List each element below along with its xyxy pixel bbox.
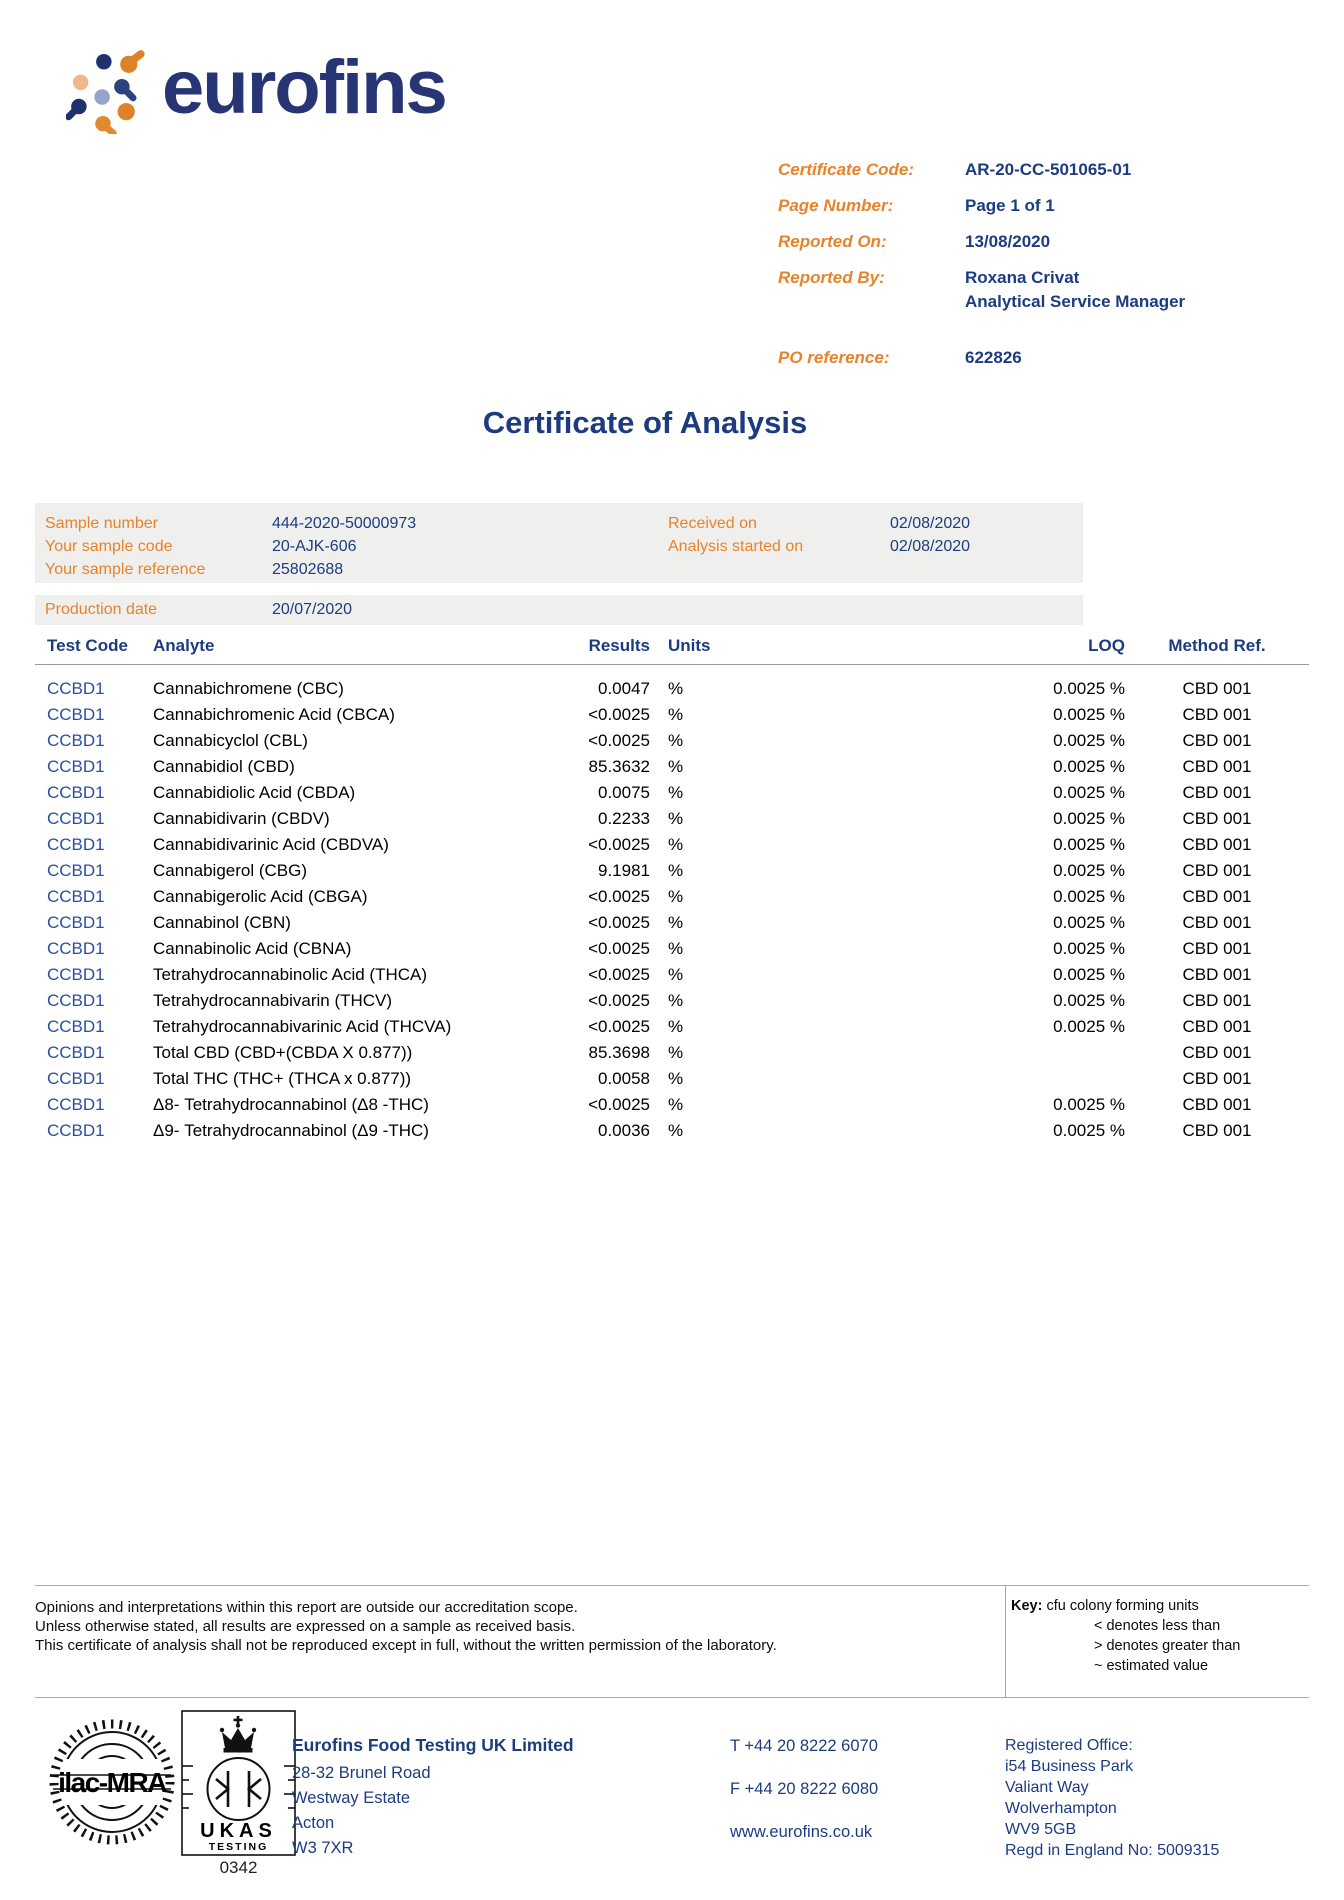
cell-result: 85.3698 [588,1043,650,1062]
ilac-mra-logo [45,1706,180,1863]
cell-analyte: Δ8- Tetrahydrocannabinol (Δ8 -THC) [153,1095,429,1114]
cell-test-code: CCBD1 [47,757,105,776]
cell-units: % [668,783,684,802]
header-loq: LOQ [1088,636,1125,655]
ukas-seal-icon [181,1710,296,1856]
cell-units: % [668,965,684,984]
key-label: Key: [1011,1598,1043,1614]
certificate-code-label: Certificate Code: [778,160,915,179]
table-row [35,858,1309,884]
cell-units: % [668,887,684,906]
header-analyte: Analyte [153,636,215,655]
cell-loq: 0.0025 % [1053,965,1125,984]
cell-result: 0.0058 [598,1069,650,1088]
cell-result: <0.0025 [588,887,650,906]
results-table [35,636,1309,1144]
cell-test-code: CCBD1 [47,835,105,854]
table-row [35,676,1309,702]
disclaimer-line: Opinions and interpretations within this report are outside our accreditation scope. [35,1599,578,1616]
cell-analyte: Total CBD (CBD+(CBDA X 0.877)) [153,1043,413,1062]
received-on-row [668,512,970,535]
registered-office-line: Regd in England No: 5009315 [1005,1842,1220,1859]
cell-test-code: CCBD1 [47,1043,105,1062]
ukas-accreditation-number: 0342 [219,1858,258,1877]
cell-result: 0.2233 [598,809,650,828]
sample-code-value: 20-AJK-606 [272,538,357,555]
cell-test-code: CCBD1 [47,705,105,724]
registered-office-line: WV9 5GB [1005,1821,1077,1838]
cell-loq: 0.0025 % [1053,991,1125,1010]
reported-on-value: 13/08/2020 [965,232,1051,251]
cell-analyte: Tetrahydrocannabinolic Acid (THCA) [153,965,428,984]
address-line: W3 7XR [292,1839,354,1857]
cell-test-code: CCBD1 [47,861,105,880]
cell-method-ref: CBD 001 [1182,783,1252,802]
cell-units: % [668,1043,684,1062]
cell-units: % [668,1069,684,1088]
company-name: Eurofins Food Testing UK Limited [292,1735,574,1755]
cell-units: % [668,731,684,750]
results-table-body [35,676,1309,1144]
results-table-header [35,636,1309,665]
table-row [35,1092,1309,1118]
cell-method-ref: CBD 001 [1182,835,1252,854]
cell-loq: 0.0025 % [1053,705,1125,724]
eurofins-wordmark: eurofins [162,45,446,130]
table-row [35,884,1309,910]
cell-test-code: CCBD1 [47,965,105,984]
company-address [292,1733,574,1861]
disclaimer-line: Unless otherwise stated, all results are expressed on a sample as received basis. [35,1618,576,1635]
meta-row-reported-on [778,232,1308,252]
cell-analyte: Cannabidiolic Acid (CBDA) [153,783,356,802]
table-row [35,988,1309,1014]
telephone: T +44 20 8222 6070 [730,1737,878,1755]
cell-units: % [668,1121,684,1140]
cell-loq: 0.0025 % [1053,731,1125,750]
cell-analyte: Cannabinol (CBN) [153,913,291,932]
reported-by-role: Analytical Service Manager [965,292,1186,311]
svg-text:TESTING: TESTING [208,1841,269,1853]
cell-test-code: CCBD1 [47,1121,105,1140]
table-row [35,1040,1309,1066]
cell-units: % [668,1017,684,1036]
cell-test-code: CCBD1 [47,887,105,906]
cell-method-ref: CBD 001 [1182,1017,1252,1036]
cell-units: % [668,939,684,958]
certificate-code-value: AR-20-CC-501065-01 [965,160,1132,179]
cell-test-code: CCBD1 [47,1017,105,1036]
cell-result: <0.0025 [588,1095,650,1114]
reported-by-name: Roxana Crivat [965,268,1080,287]
header-units: Units [668,636,711,655]
cell-loq: 0.0025 % [1053,809,1125,828]
table-row [35,728,1309,754]
cell-analyte: Total THC (THC+ (THCA x 0.877)) [153,1069,412,1088]
analysis-started-label: Analysis started on [668,538,804,555]
cell-loq: 0.0025 % [1053,913,1125,932]
cell-method-ref: CBD 001 [1182,913,1252,932]
cell-analyte: Cannabicyclol (CBL) [153,731,308,750]
cell-test-code: CCBD1 [47,731,105,750]
registered-office [1005,1735,1219,1861]
cell-method-ref: CBD 001 [1182,679,1252,698]
disclaimer [35,1598,975,1655]
header-method-ref: Method Ref. [1168,636,1266,655]
table-row [35,832,1309,858]
cell-loq [718,1040,1125,1066]
cell-analyte: Tetrahydrocannabivarin (THCV) [153,991,393,1010]
header-results: Results [588,636,650,655]
cell-result: 0.0075 [598,783,650,802]
cell-analyte: Cannabidivarinic Acid (CBDVA) [153,835,389,854]
cell-result: <0.0025 [588,965,650,984]
table-row [35,1014,1309,1040]
cell-method-ref: CBD 001 [1182,1043,1252,1062]
cell-loq: 0.0025 % [1053,1121,1125,1140]
table-row [35,910,1309,936]
cell-result: <0.0025 [588,731,650,750]
cell-test-code: CCBD1 [47,783,105,802]
cell-result: <0.0025 [588,991,650,1010]
cell-test-code: CCBD1 [47,991,105,1010]
cell-loq: 0.0025 % [1053,1017,1125,1036]
sample-dates-column [668,512,970,558]
cell-loq: 0.0025 % [1053,861,1125,880]
reported-on-label: Reported On: [778,232,887,251]
sample-number-label: Sample number [45,515,158,532]
sample-info-block [35,503,1083,583]
table-row [35,780,1309,806]
cell-test-code: CCBD1 [47,1095,105,1114]
table-row [35,936,1309,962]
table-row [35,702,1309,728]
footer-divider [35,1697,1309,1698]
analysis-started-row [668,535,970,558]
header-test-code: Test Code [47,636,128,655]
key-item: ~ estimated value [1094,1658,1209,1674]
cell-method-ref: CBD 001 [1182,965,1252,984]
cell-method-ref: CBD 001 [1182,809,1252,828]
address-line: Acton [292,1814,335,1832]
sample-code-label: Your sample code [45,538,173,555]
cell-units: % [668,1095,684,1114]
cell-units: % [668,679,684,698]
cell-method-ref: CBD 001 [1182,705,1252,724]
cell-units: % [668,913,684,932]
cell-result: 9.1981 [598,861,650,880]
cell-method-ref: CBD 001 [1182,939,1252,958]
report-meta [778,160,1308,384]
cell-method-ref: CBD 001 [1182,1095,1252,1114]
fax: F +44 20 8222 6080 [730,1780,879,1798]
meta-row-page-number [778,196,1308,216]
cell-analyte: Cannabichromene (CBC) [153,679,344,698]
page-number-label: Page Number: [778,196,894,215]
eurofins-logo [66,45,446,134]
received-on-label: Received on [668,515,757,532]
meta-row-reported-by [778,268,1308,316]
cell-units: % [668,991,684,1010]
cell-analyte: Cannabidivarin (CBDV) [153,809,330,828]
registered-office-line: Valiant Way [1005,1779,1089,1796]
sample-reference-row [45,558,1083,581]
sample-reference-value: 25802688 [272,561,344,578]
cell-result: <0.0025 [588,835,650,854]
cell-units: % [668,861,684,880]
reported-by-value [965,268,1185,316]
page-number-value: Page 1 of 1 [965,196,1055,215]
cell-loq: 0.0025 % [1053,679,1125,698]
table-row [35,1066,1309,1092]
page-title: Certificate of Analysis [482,405,808,440]
cell-units: % [668,705,684,724]
key-first-line [1011,1599,1309,1614]
production-date-value: 20/07/2020 [272,601,353,618]
cell-units: % [668,757,684,776]
reported-by-label: Reported By: [778,268,885,287]
key-item: > denotes greater than [1094,1638,1241,1654]
cell-result: 0.0036 [598,1121,650,1140]
registered-office-line: i54 Business Park [1005,1758,1134,1775]
cell-result: <0.0025 [588,705,650,724]
table-row [35,806,1309,832]
cell-analyte: Cannabinolic Acid (CBNA) [153,939,352,958]
cell-test-code: CCBD1 [47,939,105,958]
cell-analyte: Cannabigerolic Acid (CBGA) [153,887,368,906]
key-legend [1005,1585,1309,1697]
cell-method-ref: CBD 001 [1182,1121,1252,1140]
crown-icon [220,1716,256,1753]
cell-units: % [668,835,684,854]
sample-reference-label: Your sample reference [45,561,206,578]
cell-loq: 0.0025 % [1053,757,1125,776]
cell-method-ref: CBD 001 [1182,731,1252,750]
cell-method-ref: CBD 001 [1182,1069,1252,1088]
cell-analyte: Tetrahydrocannabivarinic Acid (THCVA) [153,1017,452,1036]
contact-details [730,1735,878,1864]
key-item: < denotes less than [1094,1618,1221,1634]
cell-result: <0.0025 [588,1017,650,1036]
cell-method-ref: CBD 001 [1182,887,1252,906]
cell-loq [718,1066,1125,1092]
cell-loq: 0.0025 % [1053,939,1125,958]
meta-row-certificate-code [778,160,1308,180]
cell-result: <0.0025 [588,939,650,958]
cell-test-code: CCBD1 [47,1069,105,1088]
registered-office-line: Wolverhampton [1005,1800,1117,1817]
table-row [35,754,1309,780]
address-line: Westway Estate [292,1789,410,1807]
ilac-mra-seal-icon [45,1706,180,1858]
analysis-started-value: 02/08/2020 [890,538,971,555]
cell-units: % [668,809,684,828]
registered-office-line: Registered Office: [1005,1737,1133,1754]
cell-method-ref: CBD 001 [1182,991,1252,1010]
table-row [35,1118,1309,1144]
po-reference-label: PO reference: [778,348,890,367]
cell-analyte: Cannabichromenic Acid (CBCA) [153,705,395,724]
cell-method-ref: CBD 001 [1182,861,1252,880]
cell-result: <0.0025 [588,913,650,932]
address-line: 28-32 Brunel Road [292,1764,431,1782]
eurofins-dots-icon [66,48,152,134]
sample-number-value: 444-2020-50000973 [272,515,417,532]
cell-result: 0.0047 [598,679,650,698]
website: www.eurofins.co.uk [730,1823,873,1841]
key-cfu: cfu colony forming units [1046,1598,1199,1614]
cell-test-code: CCBD1 [47,913,105,932]
po-reference-value: 622826 [965,348,1022,367]
svg-text:UKAS: UKAS [200,1820,277,1842]
cell-loq: 0.0025 % [1053,1095,1125,1114]
table-row [35,962,1309,988]
ukas-testing-logo [181,1710,296,1861]
production-date-label: Production date [45,601,158,618]
cell-analyte: Cannabidiol (CBD) [153,757,295,776]
cell-test-code: CCBD1 [47,679,105,698]
disclaimer-line: This certificate of analysis shall not be reproduced except in full, without the written permission of the laboratory. [35,1637,777,1654]
svg-text:ilac-MRA: ilac-MRA [58,1767,166,1798]
cell-result: 85.3632 [588,757,650,776]
received-on-value: 02/08/2020 [890,515,971,532]
cell-analyte: Δ9- Tetrahydrocannabinol (Δ9 -THC) [153,1121,429,1140]
cell-analyte: Cannabigerol (CBG) [153,861,308,880]
production-date-bar [35,595,1083,625]
cell-method-ref: CBD 001 [1182,757,1252,776]
cell-loq: 0.0025 % [1053,783,1125,802]
cell-loq: 0.0025 % [1053,835,1125,854]
ukas-arrows-icon [216,1771,261,1807]
meta-row-po-reference [778,348,1308,368]
cell-loq: 0.0025 % [1053,887,1125,906]
cell-test-code: CCBD1 [47,809,105,828]
